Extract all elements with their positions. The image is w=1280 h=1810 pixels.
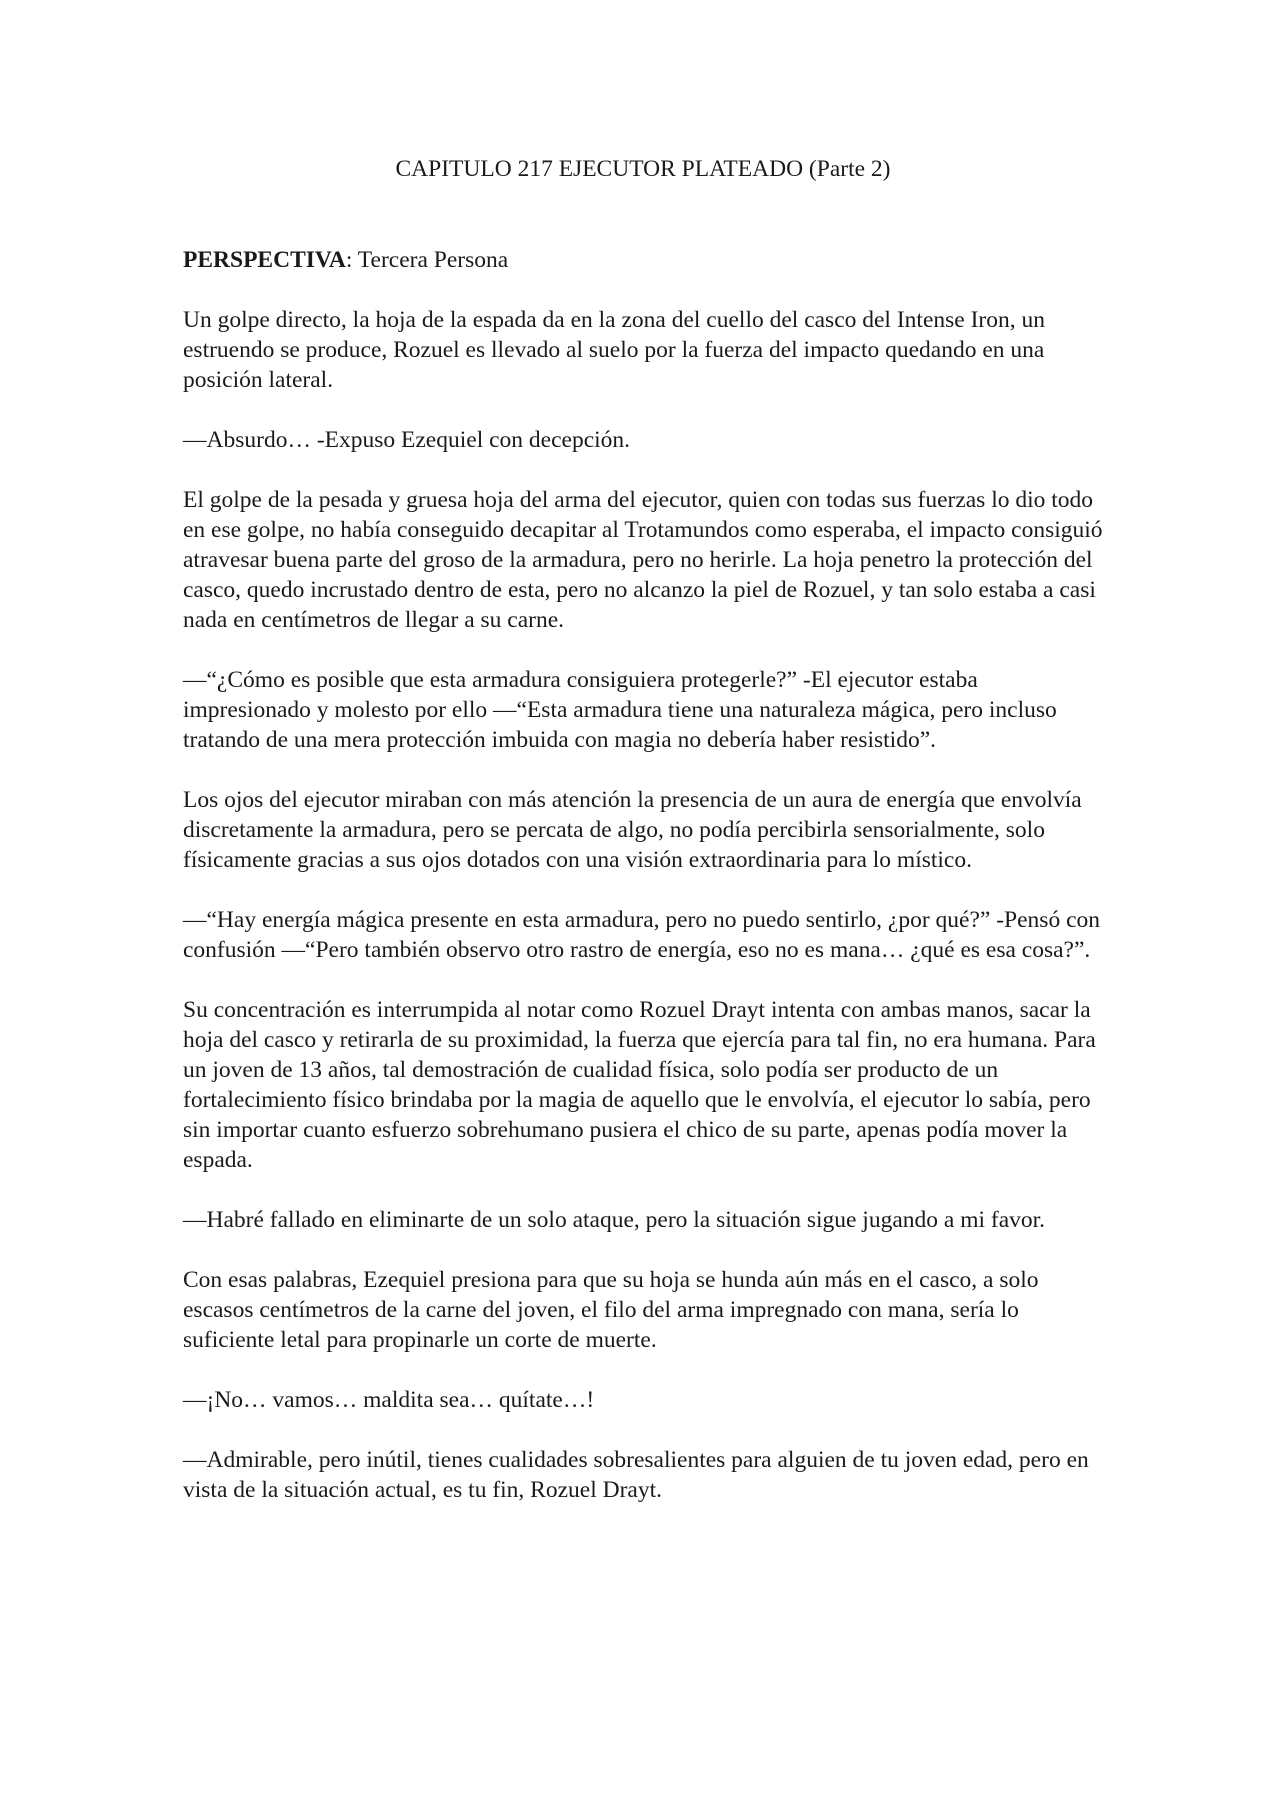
paragraph: El golpe de la pesada y gruesa hoja del arma del ejecutor, quien con todas sus fuerzas lo dio todo en ese golpe, no había conseguido decapitar al Trotamundos como esperaba, el impacto consiguió atravesar buena parte del groso de la armadura, pero no herirle. La hoja penetro la protección del casco, quedo incrustado dentro de esta, pero no alcanzo la piel de Rozuel, y tan solo estaba a casi nada en centímetros de llegar a su carne. — [183, 487, 1103, 633]
paragraph: Con esas palabras, Ezequiel presiona para que su hoja se hunda aún más en el casco, a solo escasos centímetros de la carne del joven, el filo del arma impregnado con mana, sería lo suficiente letal para propinarle un corte de muerte. — [183, 1267, 1039, 1353]
paragraph: —Habré fallado en eliminarte de un solo ataque, pero la situación sigue jugando a mi favor. — [183, 1207, 1046, 1233]
paragraph: —Absurdo… -Expuso Ezequiel con decepción. — [183, 427, 631, 453]
paragraph: —“¿Cómo es posible que esta armadura consiguiera protegerle?” -El ejecutor estaba impresionado y molesto por ello —“Esta armadura tiene una naturaleza mágica, pero incluso tratando de una mera protección imbuida con magia no debería haber resistido”. — [183, 667, 1057, 753]
perspective-separator: : — [345, 247, 353, 273]
paragraph: Un golpe directo, la hoja de la espada da en la zona del cuello del casco del Intense Iron, un estruendo se produce, Rozuel es llevado al suelo por la fuerza del impacto quedando en una posición lateral. — [183, 307, 1045, 393]
perspective-line — [183, 245, 1103, 275]
perspective-value: Tercera Persona — [352, 247, 509, 273]
perspective-label: PERSPECTIVA — [183, 247, 346, 273]
chapter-title: CAPITULO 217 EJECUTOR PLATEADO (Parte 2) — [395, 156, 891, 182]
paragraph: —¡No… vamos… maldita sea… quítate…! — [183, 1387, 595, 1413]
paragraph: Los ojos del ejecutor miraban con más atención la presencia de un aura de energía que envolvía discretamente la armadura, pero se percata de algo, no podía percibirla sensorialmente, solo físicamente gracias a sus ojos dotados con una visión extraordinaria para lo místico. — [183, 787, 1082, 873]
paragraph: Su concentración es interrumpida al notar como Rozuel Drayt intenta con ambas manos, sacar la hoja del casco y retirarla de su proximidad, la fuerza que ejercía para tal fin, no era humana. Para un joven de 13 años, tal demostración de cualidad física, solo podía ser producto de un fortalecimiento físico brindaba por la magia de aquello que le envolvía, el ejecutor lo sabía, pero sin importar cuanto esfuerzo sobrehumano pusiera el chico de su parte, apenas podía mover la espada. — [183, 997, 1096, 1173]
paragraph: —Admirable, pero inútil, tienes cualidades sobresalientes para alguien de tu joven edad, pero en vista de la situación actual, es tu fin, Rozuel Drayt. — [183, 1447, 1089, 1503]
document-body — [183, 150, 1103, 1535]
paragraph: —“Hay energía mágica presente en esta armadura, pero no puedo sentirlo, ¿por qué?” -Pensó con confusión —“Pero también observo otro rastro de energía, eso no es mana… ¿qué es esa cosa?”. — [183, 907, 1101, 963]
